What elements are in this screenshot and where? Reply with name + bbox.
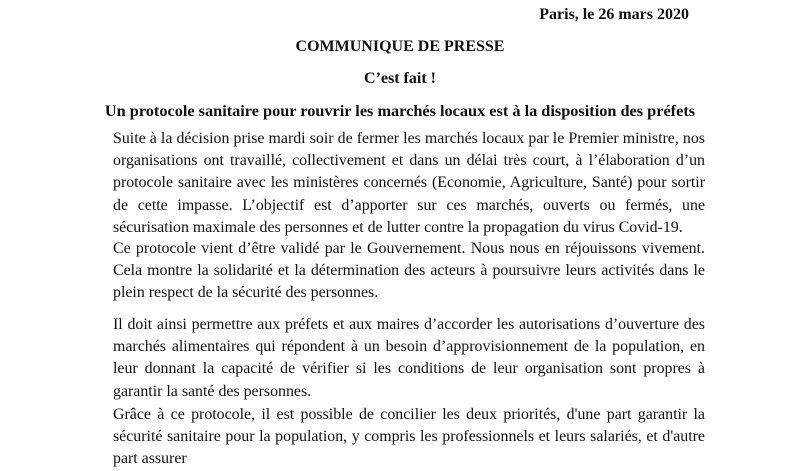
paragraph-4: Grâce à ce protocole, il est possible de concilier les deux priorités, d'une part garantir la sécurité sanitaire pour la population, y compris les professionnels et leurs salariés, et d'autre part assurer <box>113 406 705 468</box>
exclamation-title: C’est fait ! <box>364 70 436 87</box>
paragraph-2: Ce protocole vient d’être validé par le Gouvernement. Nous nous en réjouissons vivement. Cela montre la solidarité et la détermination des acteurs à poursuivre leurs activités dans le plein respect de la sécurité des personnes. <box>113 240 705 302</box>
headline-title: Un protocole sanitaire pour rouvrir les marchés locaux est à la disposition des préfets <box>104 101 696 120</box>
date-line: Paris, le 26 mars 2020 <box>539 6 689 23</box>
communique-title: COMMUNIQUE DE PRESSE <box>295 38 505 55</box>
paragraph-3: Il doit ainsi permettre aux préfets et aux maires d’accorder les autorisations d’ouverture des marchés alimentaires qui répondent à un besoin d’approvisionnement de la population, en leur donnant la capacité de vérifier si les conditions de leur organisation sont propres à garantir la santé des personnes. <box>113 316 705 400</box>
paragraph-1: Suite à la décision prise mardi soir de fermer les marchés locaux par le Premier ministre, nos organisations ont travaillé, collectivement et dans un délai très court, à l’élaboration d’un protocole sanitaire avec les ministères concernés (Economie, Agriculture, Santé) pour sortir de cette impasse. L’objectif est d’apporter sur ces marchés, ouverts ou fermés, une sécurisation maximale des personnes et de lutter contre la propagation du virus Covid-19. <box>113 130 705 236</box>
